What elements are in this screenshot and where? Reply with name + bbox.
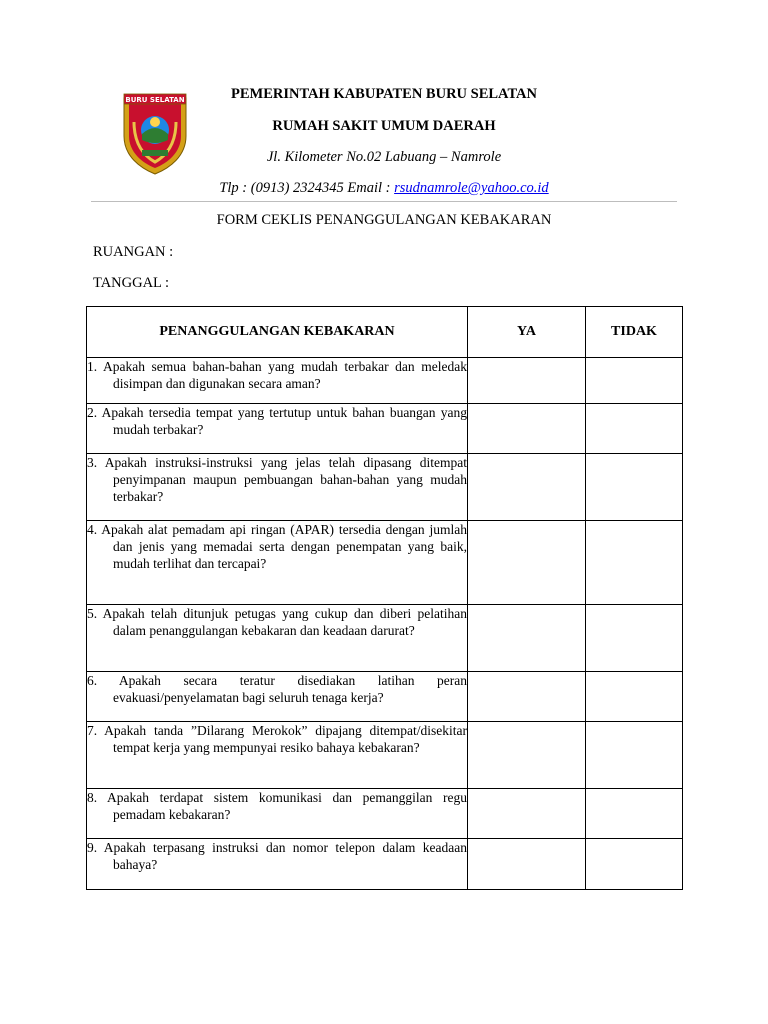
ya-checkbox-cell[interactable] [468,404,586,454]
ya-checkbox-cell[interactable] [468,605,586,672]
tidak-checkbox-cell[interactable] [586,672,683,722]
header-tidak: TIDAK [586,307,683,358]
svg-text:BURU SELATAN: BURU SELATAN [125,96,185,104]
question-cell [87,454,468,521]
tidak-checkbox-cell[interactable] [586,605,683,672]
table-row [87,722,683,789]
header-question: PENANGGULANGAN KEBAKARAN [87,307,468,358]
ya-checkbox-cell[interactable] [468,358,586,404]
question-cell [87,672,468,722]
question-cell [87,358,468,404]
ya-checkbox-cell[interactable] [468,789,586,839]
hospital-name: RUMAH SAKIT UMUM DAERAH [272,118,496,134]
tidak-checkbox-cell[interactable] [586,404,683,454]
table-row [87,404,683,454]
question-cell [87,722,468,789]
question-text: 4. Apakah alat pemadam api ringan (APAR) tersedia dengan jumlah dan jenis yang memadai serta dengan penempatan yang baik, mudah terlihat dan tercapai? [87,522,467,571]
tidak-checkbox-cell[interactable] [586,358,683,404]
checklist-table [86,306,683,890]
question-text: 9. Apakah terpasang instruksi dan nomor telepon dalam keadaan bahaya? [87,840,467,872]
contact-phone: Tlp : (0913) 2324345 Email : [219,180,395,196]
table-row [87,672,683,722]
tanggal-label: TANGGAL : [93,275,170,291]
hospital-address: Jl. Kilometer No.02 Labuang – Namrole [266,149,502,165]
table-header-row [87,307,683,358]
question-text: 2. Apakah tersedia tempat yang tertutup untuk bahan buangan yang mudah terbakar? [87,405,467,437]
ruangan-label: RUANGAN : [93,244,174,260]
question-text: 3. Apakah instruksi-instruksi yang jelas telah dipasang ditempat penyimpanan maupun pembuangan bahan-bahan yang mudah terbakar? [87,455,467,504]
question-text: 6. Apakah secara teratur disediakan latihan peran evakuasi/penyelamatan bagi seluruh tenaga kerja? [87,673,467,705]
table-row [87,358,683,404]
tidak-checkbox-cell[interactable] [586,789,683,839]
question-cell [87,789,468,839]
question-cell [87,605,468,672]
question-cell [87,839,468,890]
header-divider [91,201,677,202]
ya-checkbox-cell[interactable] [468,722,586,789]
question-text: 8. Apakah terdapat sistem komunikasi dan pemanggilan regu pemadam kebakaran? [87,790,467,822]
ya-checkbox-cell[interactable] [468,454,586,521]
table-row [87,839,683,890]
question-cell [87,404,468,454]
question-text: 1. Apakah semua bahan-bahan yang mudah terbakar dan meledak disimpan dan digunakan secara aman? [87,359,467,391]
table-row [87,454,683,521]
header-ya: YA [468,307,586,358]
email-link[interactable]: rsudnamrole@yahoo.co.id [394,180,549,196]
table-row [87,789,683,839]
tidak-checkbox-cell[interactable] [586,521,683,605]
ya-checkbox-cell[interactable] [468,672,586,722]
hospital-contact [90,180,678,197]
question-cell [87,521,468,605]
tidak-checkbox-cell[interactable] [586,839,683,890]
government-name: PEMERINTAH KABUPATEN BURU SELATAN [230,86,537,102]
tidak-checkbox-cell[interactable] [586,722,683,789]
ya-checkbox-cell[interactable] [468,839,586,890]
tidak-checkbox-cell[interactable] [586,454,683,521]
form-title: FORM CEKLIS PENANGGULANGAN KEBAKARAN [216,212,552,228]
question-text: 7. Apakah tanda ”Dilarang Merokok” dipajang ditempat/disekitar tempat kerja yang mempunyai resiko bahaya kebakaran? [87,723,467,755]
ya-checkbox-cell[interactable] [468,521,586,605]
question-text: 5. Apakah telah ditunjuk petugas yang cukup dan diberi pelatihan dalam penanggulangan kebakaran dan keadaan darurat? [87,606,467,638]
table-row [87,521,683,605]
table-row [87,605,683,672]
